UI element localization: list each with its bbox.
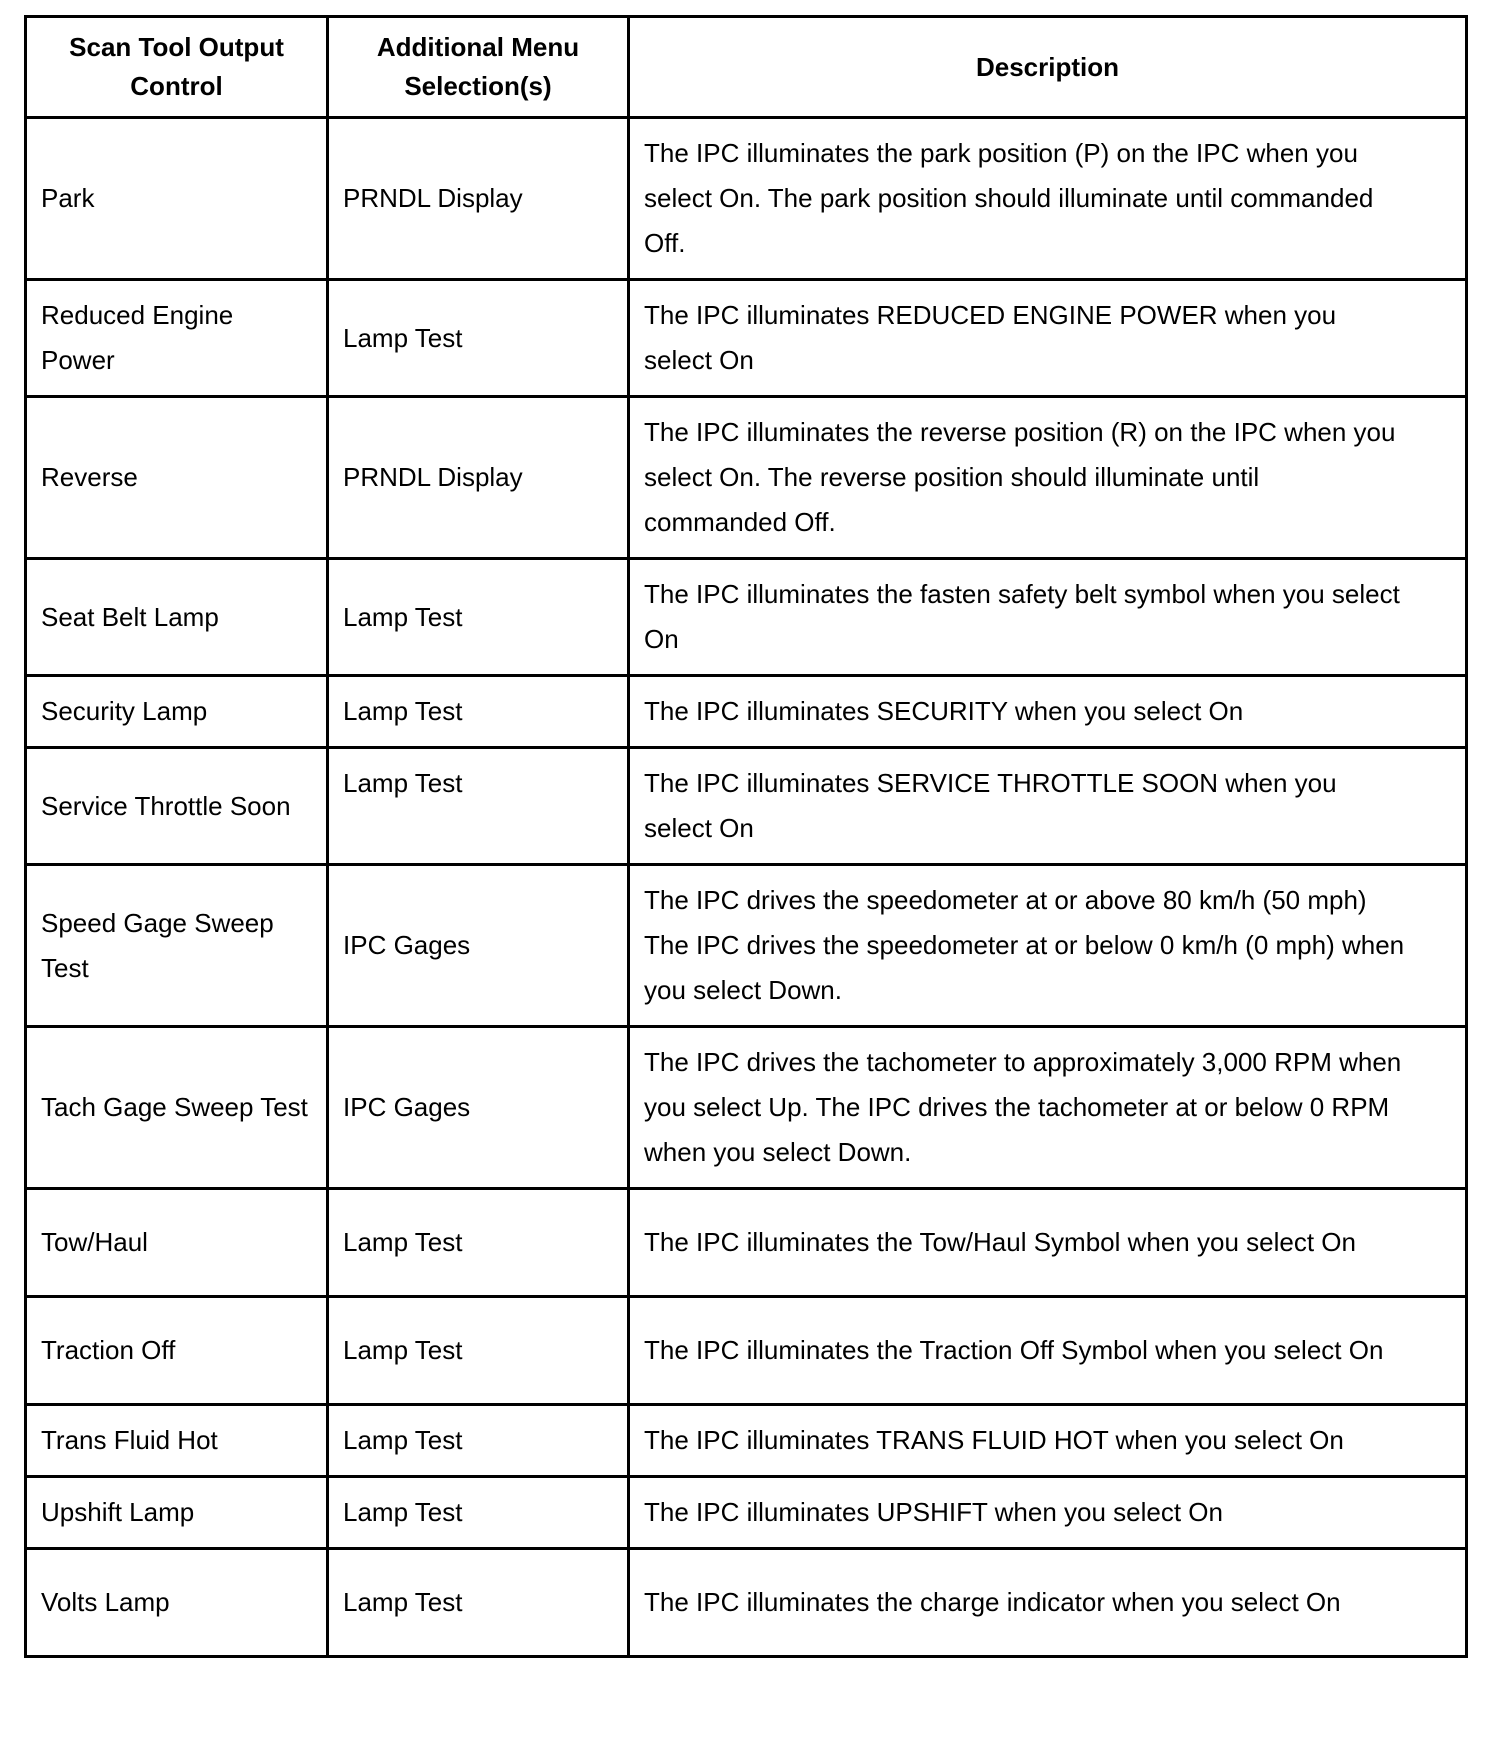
table-row [26, 1405, 1467, 1477]
cell-menu: Lamp Test [328, 1477, 629, 1549]
cell-description: The IPC illuminates the fasten safety belt symbol when you select On [629, 559, 1467, 676]
cell-menu: Lamp Test [328, 748, 629, 865]
cell-control: Speed Gage Sweep Test [26, 865, 328, 1027]
table-header-row [26, 17, 1467, 118]
cell-description: The IPC illuminates the Traction Off Symbol when you select On [629, 1297, 1467, 1405]
cell-description: The IPC illuminates UPSHIFT when you select On [629, 1477, 1467, 1549]
table-row [26, 1297, 1467, 1405]
cell-description: The IPC illuminates the charge indicator when you select On [629, 1549, 1467, 1657]
cell-description: The IPC illuminates TRANS FLUID HOT when you select On [629, 1405, 1467, 1477]
table-row [26, 280, 1467, 397]
cell-description: The IPC illuminates SERVICE THROTTLE SOON when you select On [629, 748, 1467, 865]
output-control-table [24, 15, 1468, 1658]
cell-menu: Lamp Test [328, 559, 629, 676]
cell-description: The IPC drives the speedometer at or above 80 km/h (50 mph) The IPC drives the speedometer at or below 0 km/h (0 mph) when you select Down. [629, 865, 1467, 1027]
cell-control: Upshift Lamp [26, 1477, 328, 1549]
cell-description: The IPC illuminates the reverse position (R) on the IPC when you select On. The reverse position should illuminate until commanded Off. [629, 397, 1467, 559]
table-row [26, 748, 1467, 865]
cell-description: The IPC illuminates the Tow/Haul Symbol when you select On [629, 1189, 1467, 1297]
cell-control: Security Lamp [26, 676, 328, 748]
cell-menu: IPC Gages [328, 865, 629, 1027]
table-row [26, 559, 1467, 676]
cell-control: Park [26, 118, 328, 280]
cell-control: Traction Off [26, 1297, 328, 1405]
cell-menu: Lamp Test [328, 280, 629, 397]
cell-control: Trans Fluid Hot [26, 1405, 328, 1477]
header-description: Description [629, 17, 1467, 118]
cell-description: The IPC illuminates SECURITY when you select On [629, 676, 1467, 748]
cell-menu: Lamp Test [328, 1549, 629, 1657]
cell-control: Service Throttle Soon [26, 748, 328, 865]
cell-control: Tow/Haul [26, 1189, 328, 1297]
cell-menu: Lamp Test [328, 1405, 629, 1477]
cell-menu: PRNDL Display [328, 118, 629, 280]
table-row [26, 1477, 1467, 1549]
cell-control: Seat Belt Lamp [26, 559, 328, 676]
table-row [26, 118, 1467, 280]
table-row [26, 1027, 1467, 1189]
cell-control: Reduced Engine Power [26, 280, 328, 397]
cell-description: The IPC drives the tachometer to approximately 3,000 RPM when you select Up. The IPC drives the tachometer at or below 0 RPM when you select Down. [629, 1027, 1467, 1189]
cell-menu: PRNDL Display [328, 397, 629, 559]
table-row [26, 397, 1467, 559]
cell-control: Volts Lamp [26, 1549, 328, 1657]
cell-menu: IPC Gages [328, 1027, 629, 1189]
cell-description: The IPC illuminates the park position (P) on the IPC when you select On. The park position should illuminate until commanded Off. [629, 118, 1467, 280]
cell-menu: Lamp Test [328, 1189, 629, 1297]
cell-menu: Lamp Test [328, 1297, 629, 1405]
cell-control: Tach Gage Sweep Test [26, 1027, 328, 1189]
table-row [26, 1189, 1467, 1297]
header-scan-tool-output-control: Scan Tool Output Control [26, 17, 328, 118]
cell-description: The IPC illuminates REDUCED ENGINE POWER when you select On [629, 280, 1467, 397]
table-row [26, 865, 1467, 1027]
cell-menu: Lamp Test [328, 676, 629, 748]
cell-control: Reverse [26, 397, 328, 559]
header-additional-menu-selections: Additional Menu Selection(s) [328, 17, 629, 118]
output-control-table-container [24, 15, 1468, 1658]
table-row [26, 676, 1467, 748]
table-row [26, 1549, 1467, 1657]
